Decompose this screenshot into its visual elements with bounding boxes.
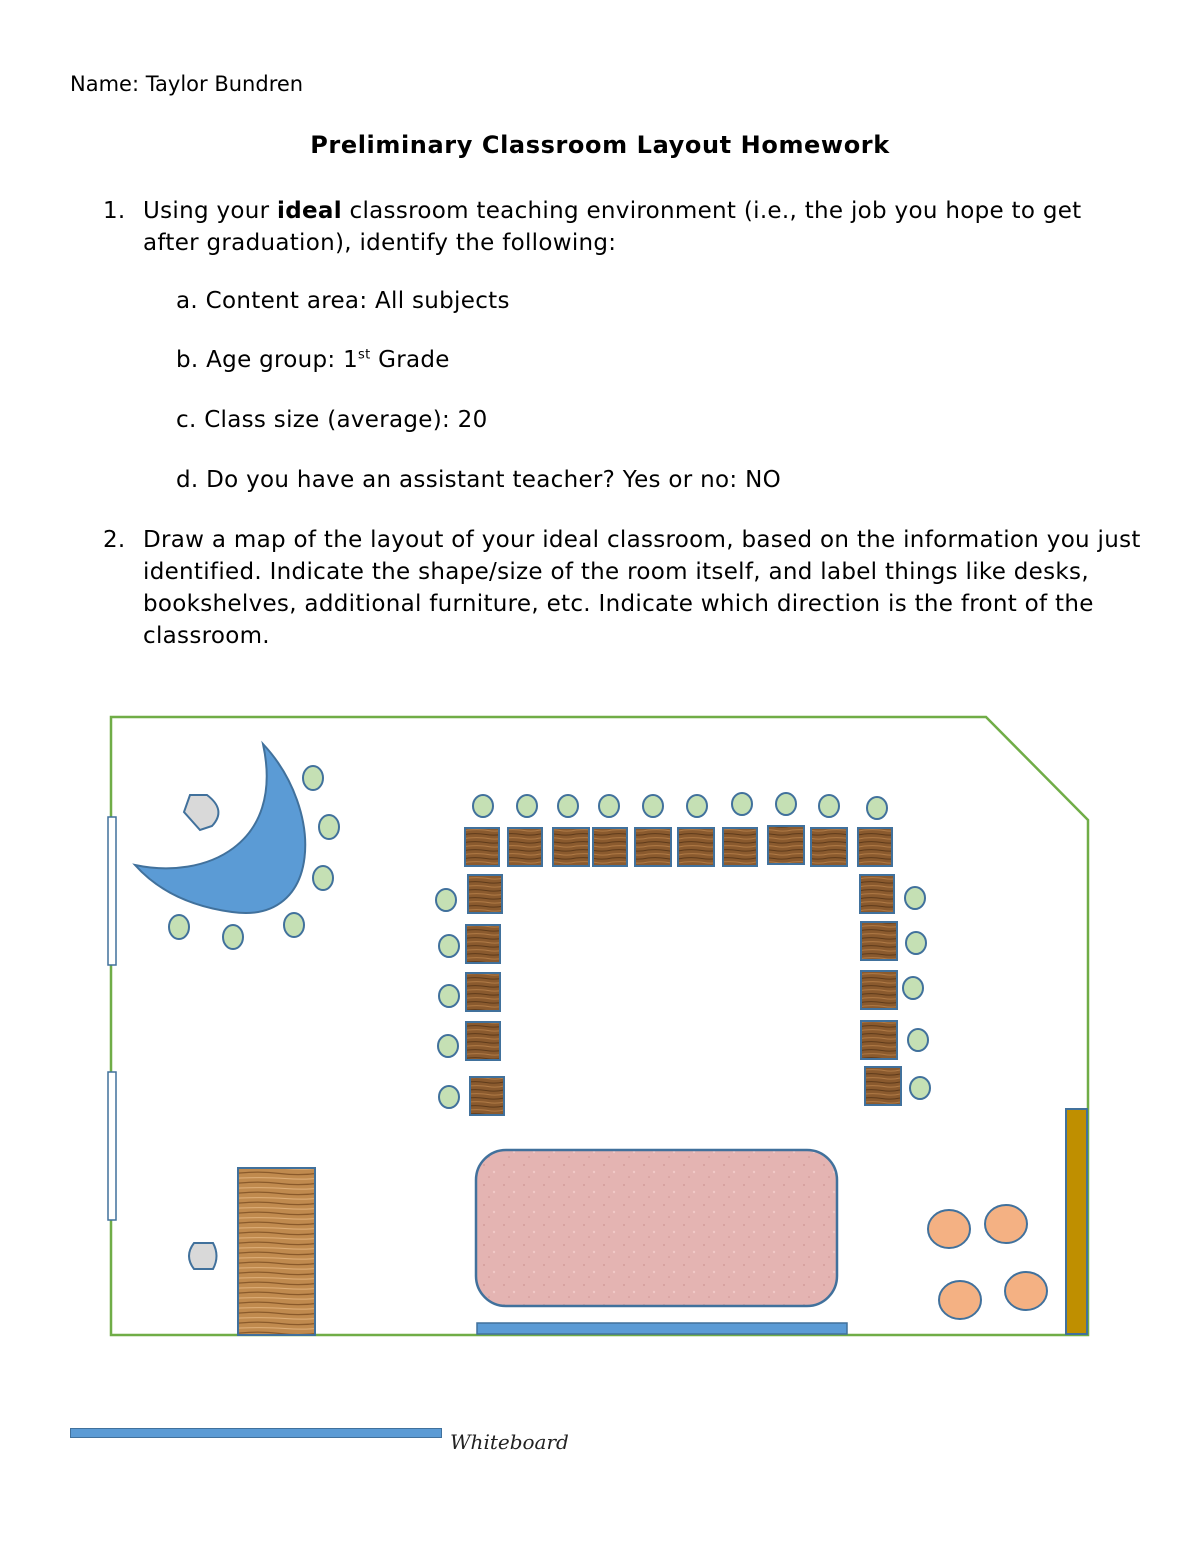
student-desk <box>858 828 892 866</box>
teacher-desk <box>238 1168 315 1335</box>
student-desks-left-column <box>466 875 504 1115</box>
chair <box>558 795 578 817</box>
question-1-text-start: Using your <box>143 198 278 224</box>
sub-item-b-superscript: st <box>358 347 371 363</box>
chair <box>436 889 456 911</box>
sub-item-d <box>176 467 781 493</box>
chair <box>473 795 493 817</box>
chair <box>284 913 304 937</box>
moon-table <box>135 744 305 913</box>
chair <box>303 766 323 790</box>
question-2 <box>103 524 1163 652</box>
stool <box>928 1210 970 1248</box>
classroom-map-drawing <box>0 700 1200 1360</box>
chair <box>313 866 333 890</box>
chair <box>905 887 925 909</box>
chair <box>223 925 243 949</box>
student-desk <box>861 922 897 960</box>
student-desk <box>553 828 589 866</box>
chair <box>439 1086 459 1108</box>
chair <box>517 795 537 817</box>
chair <box>908 1029 928 1051</box>
teacher-chair <box>189 1243 217 1269</box>
student-desk <box>635 828 671 866</box>
window-lower <box>108 1072 116 1220</box>
whiteboard-legend-label: Whiteboard <box>450 1430 569 1454</box>
chair <box>438 1035 458 1057</box>
sub-item-b <box>176 347 450 373</box>
chair <box>643 795 663 817</box>
question-2-number: 2. <box>103 527 126 553</box>
student-desk <box>466 1022 500 1060</box>
question-1-bold-word: ideal <box>277 198 342 224</box>
student-desk <box>466 925 500 963</box>
stool <box>985 1205 1027 1243</box>
sub-item-c-text: Class size (average): 20 <box>204 407 488 433</box>
sub-item-b-text: Age group: 1 <box>206 347 359 373</box>
question-1-number: 1. <box>103 198 126 224</box>
student-desk <box>768 826 804 864</box>
page-title: Preliminary Classroom Layout Homework <box>310 131 890 159</box>
student-desk <box>465 828 499 866</box>
student-desk <box>466 973 500 1011</box>
student-desk <box>678 828 714 866</box>
student-desk <box>593 828 627 866</box>
student-desk <box>468 875 502 913</box>
whiteboard-legend-swatch <box>70 1428 442 1438</box>
chair <box>687 795 707 817</box>
chair <box>776 793 796 815</box>
student-name: Name: Taylor Bundren <box>70 72 304 96</box>
student-desk <box>811 828 847 866</box>
chair <box>906 932 926 954</box>
question-1 <box>103 195 1103 259</box>
bookshelf <box>1066 1109 1087 1334</box>
stool <box>939 1281 981 1319</box>
sub-item-c <box>176 407 488 433</box>
student-desks-top-row <box>465 826 892 866</box>
chair <box>439 985 459 1007</box>
chair <box>903 977 923 999</box>
rug <box>476 1150 837 1306</box>
question-1-text <box>143 195 1103 259</box>
student-desk <box>861 1021 897 1059</box>
chair <box>439 935 459 957</box>
chair <box>599 795 619 817</box>
classroom-map <box>0 700 1200 1360</box>
whiteboard-front <box>477 1323 847 1334</box>
chair <box>732 793 752 815</box>
student-desk <box>508 828 542 866</box>
chair <box>319 815 339 839</box>
window-upper <box>108 817 116 965</box>
sub-item-b-label: b. <box>176 347 199 373</box>
chair <box>910 1077 930 1099</box>
student-desk <box>723 828 757 866</box>
student-desk <box>470 1077 504 1115</box>
chair <box>169 915 189 939</box>
sub-item-b-text-end: Grade <box>370 347 450 373</box>
student-desk <box>861 971 897 1009</box>
question-1-text-end: classroom teaching environment (i.e., the job you hope to get after graduation), identify the following: <box>143 198 1082 256</box>
student-desk <box>860 875 894 913</box>
stools <box>928 1205 1047 1319</box>
student-desk <box>865 1067 901 1105</box>
chair <box>819 795 839 817</box>
stool <box>1005 1272 1047 1310</box>
sub-item-a-text: Content area: All subjects <box>205 288 510 314</box>
chair <box>867 797 887 819</box>
question-2-text: Draw a map of the layout of your ideal classroom, based on the information you just identified. Indicate the shape/size of the room itself, and label things like desks, bookshelves, additional furniture, etc. Indicate which direction is the front of the classroom. <box>143 527 1141 649</box>
sub-item-a-label: a. <box>176 288 199 314</box>
moon-table-teacher-chair <box>184 795 218 830</box>
student-desks-right-column <box>860 875 901 1105</box>
sub-item-d-label: d. <box>176 467 199 493</box>
sub-item-d-text: Do you have an assistant teacher? Yes or no: NO <box>206 467 781 493</box>
sub-item-c-label: c. <box>176 407 197 433</box>
sub-item-a <box>176 288 510 314</box>
